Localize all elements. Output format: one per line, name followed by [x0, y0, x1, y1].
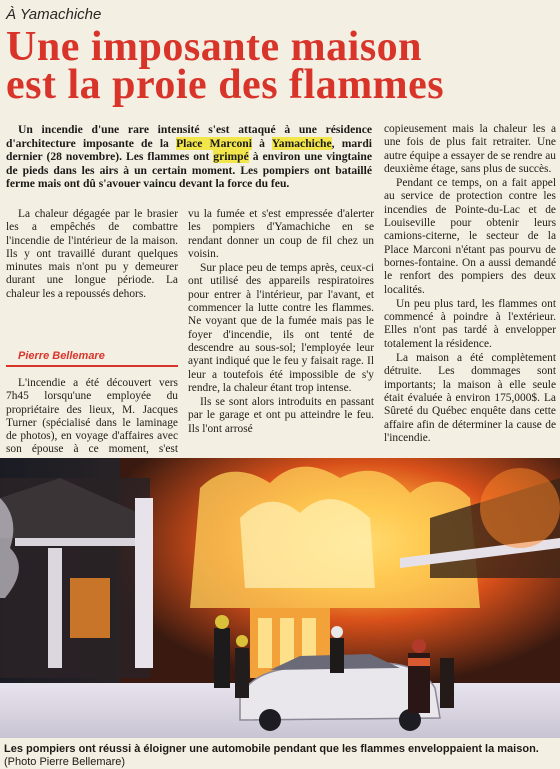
headline [6, 24, 558, 108]
fire-photo [0, 458, 560, 738]
lede-text-4: à environ une vingtaine de pieds dans les airs à un certain moment. Les pompiers ont bataillé ferme mais ont dû s'avouer vaincu devant la force du feu. [6, 150, 372, 190]
column-1-paragraph-2: L'incendie a été découvert vers 7h45 lorsqu'une employée du propriétaire des lieux, M. Jacques Turner (spécialisé dans le laminage de photos), en voyage d'affaires avec son épouse à ce moment, s'est [6, 377, 178, 456]
lede-text-2: à [251, 136, 272, 150]
column-2 [188, 208, 374, 437]
column-2-paragraph-2: Sur place peu de temps après, ceux-ci ont utilisé des appareils respiratoires pour entrer à l'intérieur, par l'avant, et commencer la lutte contre les flammes. Ne voyant que de la fumée mais pas le foyer d'incendie, ils ont tenté de descendre au sous-sol; l'employée leur ayant indiqué que le feu y faisait rage. Il leur a toutefois été impossible de s'y rendre, la chaleur étant trop intense. [188, 262, 374, 394]
lede-text-3: , mardi dernier (28 novembre). Les flammes ont [6, 136, 372, 163]
caption-credit: (Photo Pierre Bellemare) [4, 756, 126, 768]
column-3-paragraph-4: La maison a été complètement détruite. Les dommages sont importants; la maison à elle seule était évaluée à environ 175,000$. La Sûreté du Québec enquête dans cette affaire afin de déterminer la cause de l'incendie. [384, 352, 556, 444]
column-2-paragraph-3: Ils se sont alors introduits en passant par le garage et ont pu atteindre le feu. Ils l'ont arrosé [188, 396, 374, 435]
lede-text-1: Un incendie d'une rare intensité s'est attaqué à une résidence d'architecture imposante de la [6, 123, 372, 150]
column-3-paragraph-2: Pendant ce temps, on a fait appel au service de protection contre les incendies de Pointe-du-Lac et de Louiseville pour obtenir leurs camions-citerne, le secteur de la Place Marconi n'étant pas pourvu de bornes-fontaine. On a aussi demandé le renfort des pompiers des deux localités. [384, 177, 556, 296]
lede-highlight-climbed: grimpé [213, 150, 249, 163]
column-3 [384, 123, 556, 446]
column-3-paragraph-3: Un peu plus tard, les flammes ont commencé à poindre à l'extérieur. Elles n'ont pas tardé à envelopper totalement la résidence. [384, 297, 556, 350]
lede-highlight-town: Yamachiche [271, 136, 332, 150]
fire-photo-illustration [0, 458, 560, 738]
lede-highlight-place: Place Marconi [176, 136, 252, 150]
column-1-paragraph-1: La chaleur dégagée par le brasier les a empêchés de combattre l'incendie de l'intérieur de la maison. Ils y ont travaillé durant quelques minutes mais n'ont pu y demeurer durant une longue période. La chaleur les a repoussés dehors. [6, 208, 178, 300]
byline-author: Pierre Bellemare [18, 350, 105, 362]
photo-caption [4, 743, 560, 769]
column-1-top [6, 208, 178, 302]
column-2-paragraph-1: vu la fumée et s'est empressée d'alerter les pompiers d'Yamachiche en se rendant donner un coup de fil chez un voisin. [188, 208, 374, 260]
headline-line-2: est la proie des flammes [6, 62, 445, 108]
headline-line-1: Une imposante maison [6, 24, 423, 70]
byline [6, 345, 178, 367]
lede-paragraph [6, 123, 372, 191]
caption-text: Les pompiers ont réussi à éloigner une automobile pendant que les flammes enveloppaient la maison. [4, 743, 539, 755]
column-3-paragraph-1: copieusement mais la chaleur les a une fois de plus fait retraiter. Une autre équipe a essayer de se rendre au deuxième étage, sans plus de succès. [384, 123, 556, 175]
kicker: À Yamachiche [6, 6, 102, 23]
